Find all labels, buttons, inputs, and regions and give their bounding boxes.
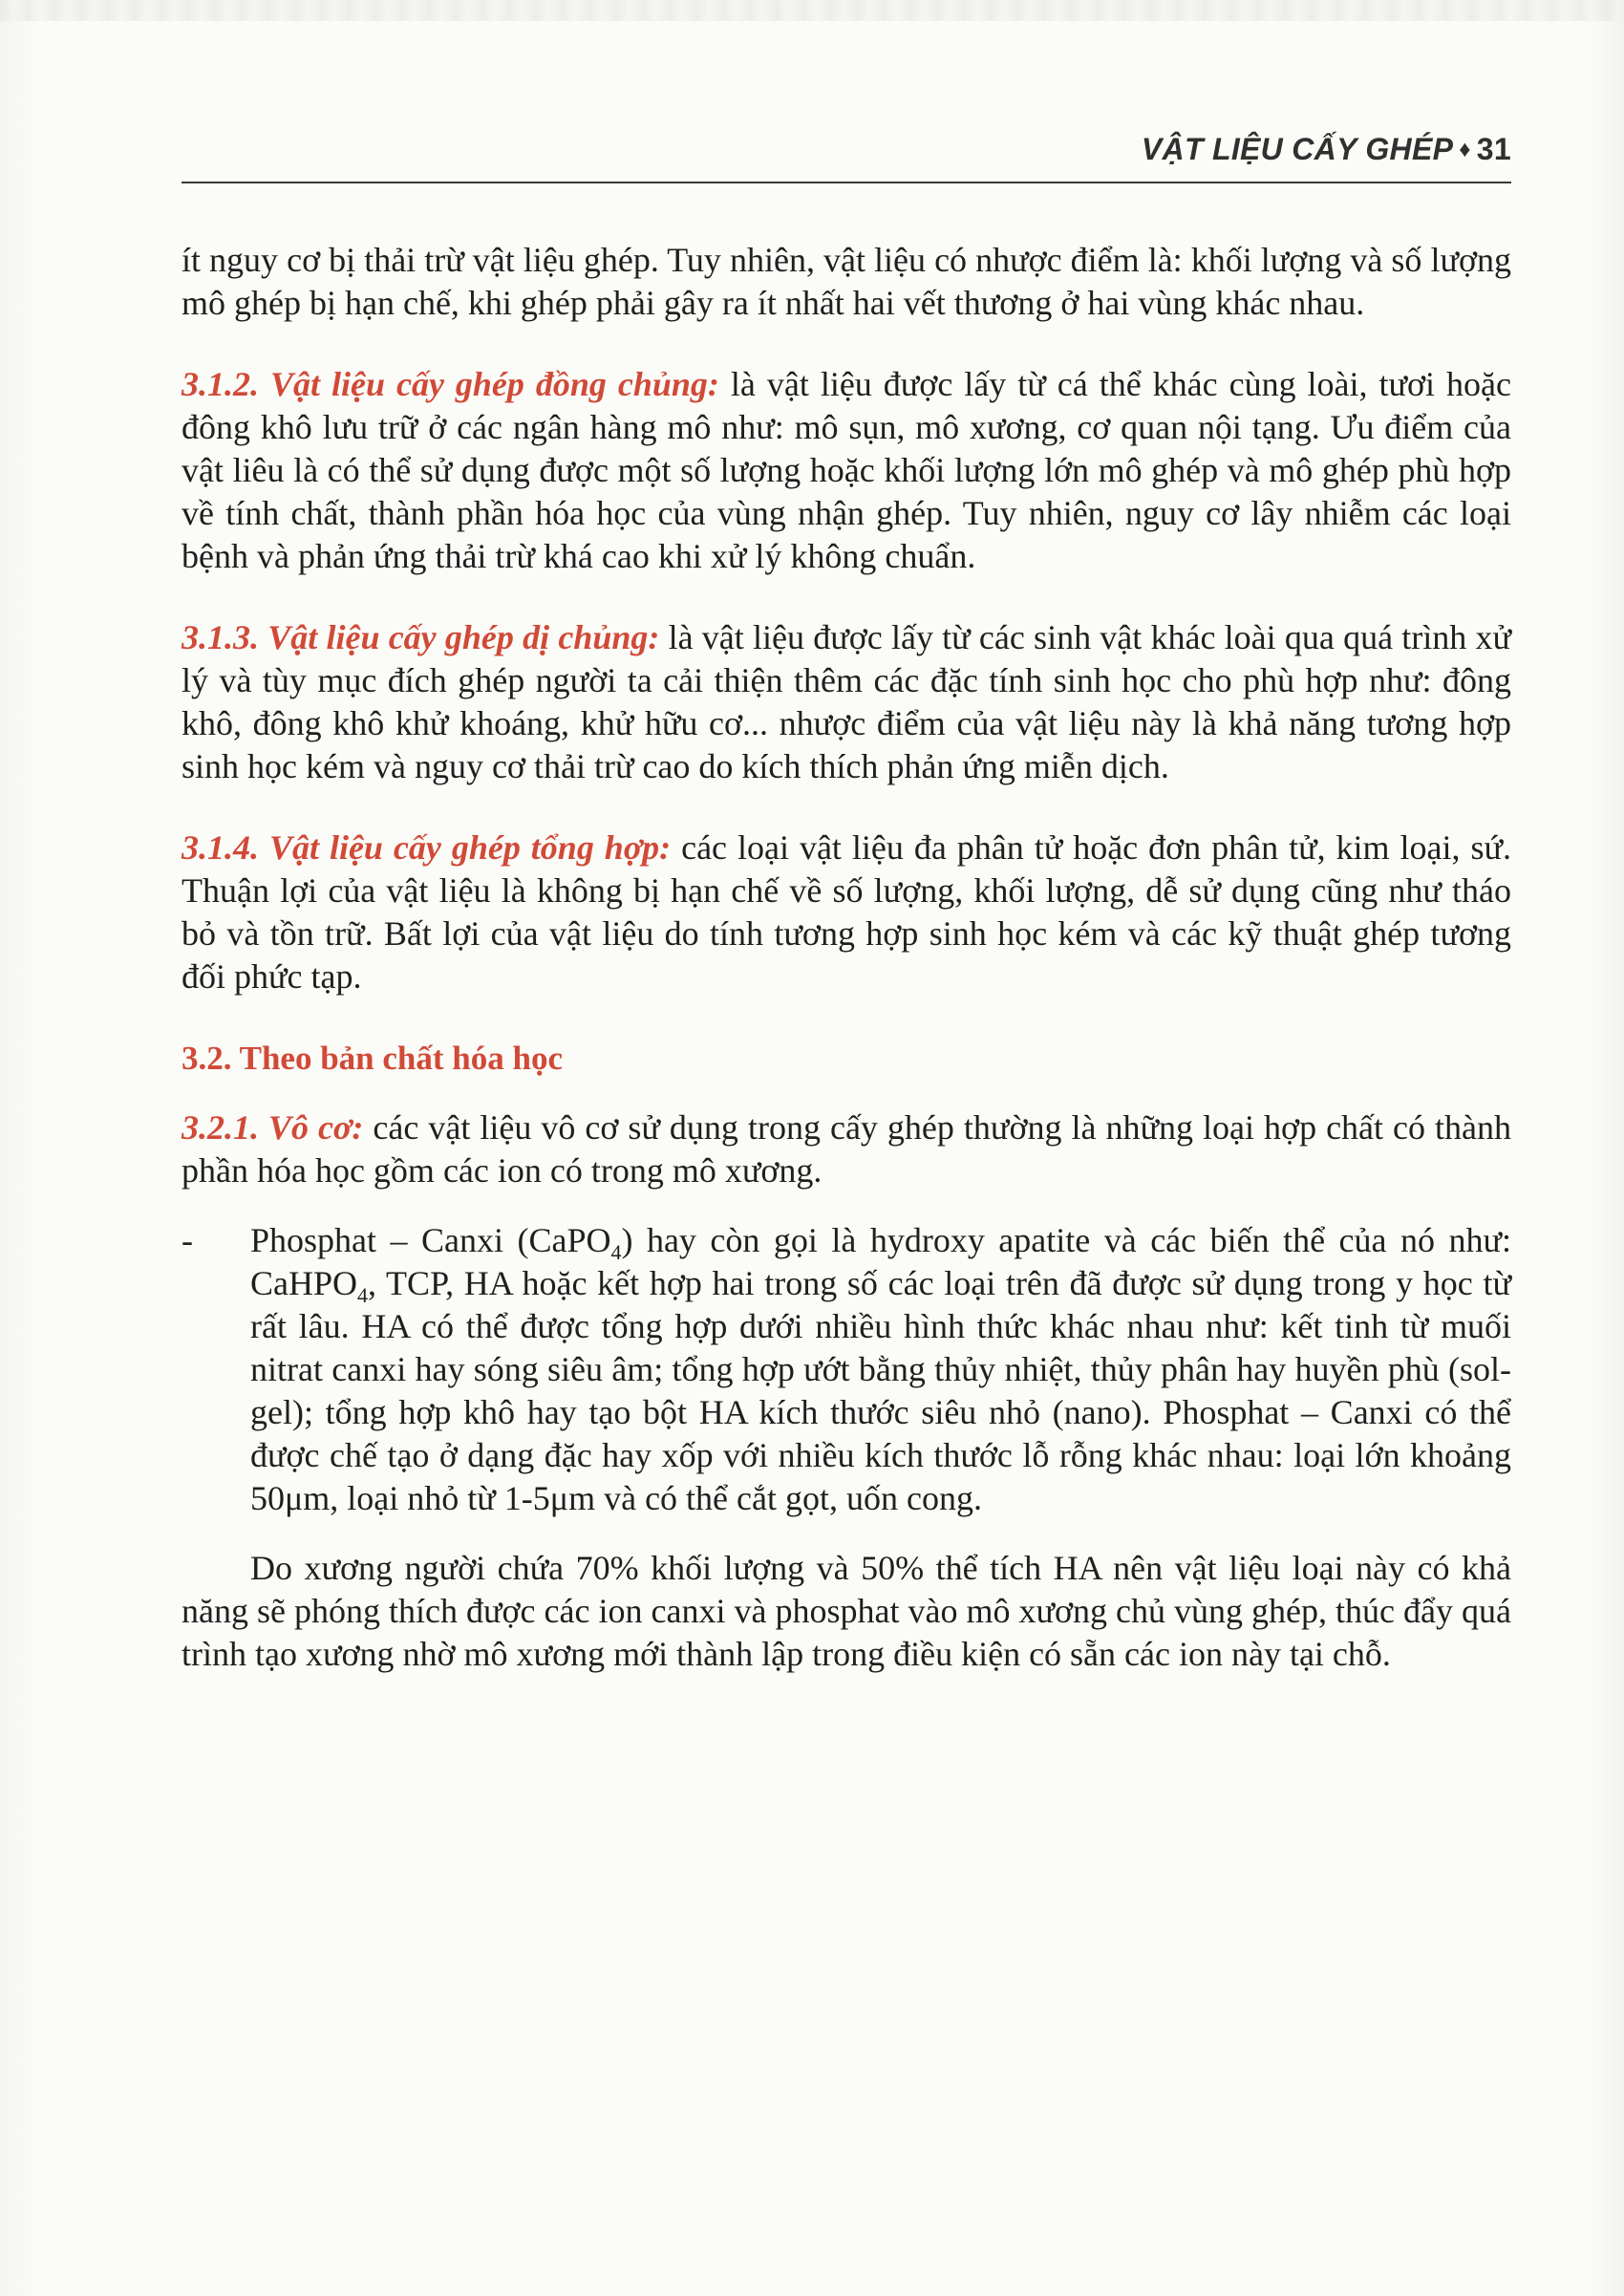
spacer [182, 788, 1511, 826]
section-text: các vật liệu vô cơ sử dụng trong cấy ghép thường là những loại hợp chất có thành phần hóa học gồm các ion có trong mô xương. [182, 1108, 1512, 1190]
bullet-dash: - [182, 1221, 193, 1259]
diamond-icon: ♦ [1459, 137, 1471, 162]
section-number: 3.1.2. [182, 365, 259, 403]
section-heading-3-2: 3.2. Theo bản chất hóa học [182, 1040, 564, 1077]
section-number: 3.1.3. [182, 618, 259, 656]
section-term: Vật liệu cấy ghép đồng chủng: [269, 365, 719, 403]
spacer [182, 325, 1511, 363]
section-term: Vật liệu cấy ghép dị chủng: [267, 618, 660, 656]
scan-top-edge [0, 0, 1624, 21]
spacer [182, 1080, 1511, 1106]
bullet-text-part-3: , TCP, HA hoặc kết hợp hai trong số các loại trên đã được sử dụng trong y học từ rất lâu. HA có thể được tổng hợp dưới nhiều hình thức khác nhau như: kết tinh từ muối nitrat canxi hay sóng siêu âm; tổng hợp ướt bằng thủy nhiệt, thủy phân hay huyền phù (sol-gel); tổng hợp khô hay tạo bột HA kích thước siêu nhỏ (nano). Phosphat – Canxi có thể được chế tạo ở dạng đặc hay xốp với nhiều kích thước lỗ rỗng khác nhau: loại lớn khoảng 50μm, loại nhỏ từ 1-5μm và có thể cắt gọt, uốn cong. [250, 1264, 1511, 1517]
paragraph-final: Do xương người chứa 70% khối lượng và 50% thể tích HA nên vật liệu loại này có khả năng sẽ phóng thích được các ion canxi và phosphat vào mô xương chủ vùng ghép, thúc đẩy quá trình tạo xương nhờ mô xương mới thành lập trong điều kiện có sẵn các ion này tại chỗ. [182, 1549, 1511, 1673]
subscript: 4 [610, 1240, 622, 1264]
section-3-2-1 [182, 1106, 1511, 1192]
section-number: 3.1.4. [182, 828, 259, 867]
spacer [182, 578, 1511, 616]
spacer [182, 1192, 1511, 1219]
section-number: 3.2.1. [182, 1108, 259, 1147]
spacer [182, 1520, 1511, 1547]
page-number: 31 [1476, 132, 1511, 166]
paragraph-continuation: ít nguy cơ bị thải trừ vật liệu ghép. Tuy nhiên, vật liệu có nhược điểm là: khối lượng và số lượng mô ghép bị hạn chế, khi ghép phải gây ra ít nhất hai vết thương ở hai vùng khác nhau. [182, 241, 1511, 322]
section-3-1-3 [182, 616, 1511, 788]
running-header [182, 132, 1511, 183]
section-text: các loại vật liệu đa phân tử hoặc đơn phân tử, kim loại, sứ. Thuận lợi của vật liệu là không bị hạn chế về số lượng, khối lượng, dễ sử dụng cũng như tháo bỏ và tồn trữ. Bất lợi của vật liệu do tính tương hợp sinh học kém và các kỹ thuật ghép tương đối phức tạp. [182, 828, 1511, 996]
section-text: là vật liệu được lấy từ cá thể khác cùng loài, tươi hoặc đông khô lưu trữ ở các ngân hàng mô như: mô sụn, mô xương, cơ quan nội tạng. Ưu điểm của vật liêu là có thể sử dụng được một số lượng hoặc khối lượng lớn mô ghép và mô ghép phù hợp về tính chất, thành phần hóa học của vùng nhận ghép. Tuy nhiên, nguy cơ lây nhiễm các loại bệnh và phản ứng thải trừ khá cao khi xử lý không chuẩn. [182, 365, 1511, 575]
section-3-1-2 [182, 363, 1511, 578]
subscript: 4 [357, 1283, 369, 1307]
header-title: VẬT LIỆU CẤY GHÉP [1141, 132, 1454, 166]
page-body [182, 239, 1511, 1676]
section-text: là vật liệu được lấy từ các sinh vật khác loài qua quá trình xử lý và tùy mục đích ghép người ta cải thiện thêm các đặc tính sinh học cho phù hợp như: đông khô, đông khô khử khoáng, khử hữu cơ... nhược điểm của vật liệu này là khả năng tương hợp sinh học kém và nguy cơ thải trừ cao do kích thích phản ứng miễn dịch. [182, 618, 1512, 785]
bullet-text-part-2: ) hay còn gọi là hydroxy apatite và các biến thể của nó như: CaHPO [250, 1221, 1511, 1302]
list-item [182, 1219, 1511, 1520]
section-3-1-4 [182, 826, 1511, 998]
header-title-line [1142, 132, 1511, 167]
bullet-text-part-1: Phosphat – Canxi (CaPO [250, 1221, 611, 1259]
section-term: Vật liệu cấy ghép tổng hợp: [268, 828, 672, 867]
section-term: Vô cơ: [268, 1108, 364, 1147]
spacer [182, 998, 1511, 1037]
